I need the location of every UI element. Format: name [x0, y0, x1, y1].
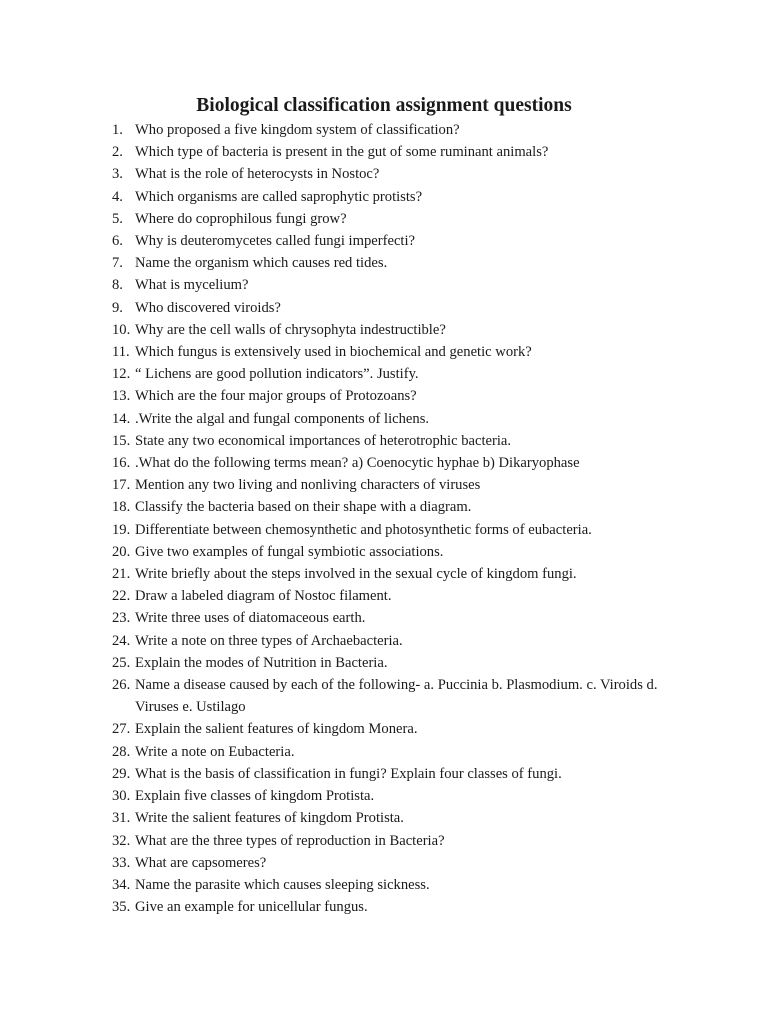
question-text: Give two examples of fungal symbiotic associations. — [135, 543, 444, 560]
question-text: What is the role of heterocysts in Nostoc? — [135, 166, 380, 183]
question-item — [112, 741, 672, 763]
question-text: Which organisms are called saprophytic protists? — [135, 188, 423, 205]
question-number: 9. — [112, 299, 123, 316]
question-item — [112, 541, 672, 563]
question-number: 10. — [112, 321, 131, 338]
question-item — [112, 519, 672, 541]
question-item — [112, 896, 672, 918]
question-text: Name the parasite which causes sleeping sickness. — [135, 876, 430, 893]
question-number: 6. — [112, 233, 123, 250]
document-title: Biological classification assignment questions — [196, 95, 572, 116]
question-text: What is the basis of classification in fungi? Explain four classes of fungi. — [135, 765, 562, 782]
question-text: Which fungus is extensively used in biochemical and genetic work? — [135, 344, 532, 361]
question-item — [112, 763, 672, 785]
question-number: 2. — [112, 144, 123, 161]
question-number: 33. — [112, 854, 131, 871]
question-item — [112, 186, 672, 208]
question-number: 23. — [112, 610, 131, 627]
question-text: What are capsomeres? — [135, 854, 267, 871]
question-number: 35. — [112, 899, 131, 916]
question-number: 24. — [112, 632, 131, 649]
question-text: Who discovered viroids? — [135, 299, 281, 316]
question-text: .What do the following terms mean? a) Coenocytic hyphae b) Dikaryophase — [135, 455, 580, 472]
question-item — [112, 408, 672, 430]
question-text: “ Lichens are good pollution indicators”. Justify. — [135, 366, 419, 383]
question-item — [112, 830, 672, 852]
question-text: Draw a labeled diagram of Nostoc filament. — [135, 588, 392, 605]
question-number: 25. — [112, 654, 131, 671]
question-text: Why is deuteromycetes called fungi imperfecti? — [135, 233, 416, 250]
question-text: Write the salient features of kingdom Protista. — [135, 810, 404, 827]
question-item — [112, 230, 672, 252]
question-item — [112, 785, 672, 807]
question-item — [112, 585, 672, 607]
question-text: Who proposed a five kingdom system of classification? — [135, 122, 460, 138]
question-text: Which type of bacteria is present in the gut of some ruminant animals? — [135, 144, 549, 161]
question-text: Differentiate between chemosynthetic and photosynthetic forms of eubacteria. — [135, 521, 592, 538]
question-text: Write a note on Eubacteria. — [135, 743, 295, 760]
question-text: Write briefly about the steps involved in the sexual cycle of kingdom fungi. — [135, 566, 577, 583]
question-number: 3. — [112, 166, 123, 183]
question-number: 30. — [112, 788, 131, 805]
question-number: 20. — [112, 543, 131, 560]
question-item — [112, 319, 672, 341]
question-number: 16. — [112, 455, 131, 472]
question-number: 34. — [112, 876, 131, 893]
question-text: Name a disease caused by each of the following- a. Puccinia b. Plasmodium. c. Viroids d. Viruses e. Ustilago — [135, 677, 658, 716]
question-item — [112, 607, 672, 629]
question-item — [112, 274, 672, 296]
question-item — [112, 474, 672, 496]
question-text: Where do coprophilous fungi grow? — [135, 210, 347, 227]
question-number: 28. — [112, 743, 131, 760]
question-item — [112, 874, 672, 896]
question-text: Explain the salient features of kingdom Monera. — [135, 721, 418, 738]
question-text: What are the three types of reproduction in Bacteria? — [135, 832, 445, 849]
question-text: State any two economical importances of heterotrophic bacteria. — [135, 432, 512, 449]
question-text: .Write the algal and fungal components of lichens. — [135, 410, 430, 427]
question-item — [112, 630, 672, 652]
question-item — [112, 163, 672, 185]
question-number: 29. — [112, 765, 131, 782]
question-number: 4. — [112, 188, 123, 205]
question-number: 26. — [112, 677, 131, 694]
question-item — [112, 430, 672, 452]
question-text: Explain the modes of Nutrition in Bacteria. — [135, 654, 388, 671]
question-number: 21. — [112, 566, 131, 583]
question-number: 13. — [112, 388, 131, 405]
question-text: Why are the cell walls of chrysophyta indestructible? — [135, 321, 446, 338]
question-item — [112, 363, 672, 385]
question-number: 1. — [112, 122, 123, 138]
question-number: 19. — [112, 521, 131, 538]
question-number: 18. — [112, 499, 131, 516]
question-number: 31. — [112, 810, 131, 827]
question-text: Write three uses of diatomaceous earth. — [135, 610, 366, 627]
question-text: Classify the bacteria based on their shape with a diagram. — [135, 499, 472, 516]
question-item — [112, 341, 672, 363]
question-number: 22. — [112, 588, 131, 605]
question-text: What is mycelium? — [135, 277, 249, 294]
question-text: Give an example for unicellular fungus. — [135, 899, 368, 916]
question-item — [112, 141, 672, 163]
question-text: Explain five classes of kingdom Protista. — [135, 788, 375, 805]
question-item — [112, 718, 672, 740]
question-number: 8. — [112, 277, 123, 294]
question-item — [112, 252, 672, 274]
question-item — [112, 208, 672, 230]
question-item — [112, 297, 672, 319]
question-item — [112, 496, 672, 518]
question-number: 5. — [112, 210, 123, 227]
question-list — [112, 119, 672, 918]
question-item — [112, 652, 672, 674]
question-item — [112, 852, 672, 874]
question-item — [112, 452, 672, 474]
question-item — [112, 119, 672, 141]
question-item — [112, 807, 672, 829]
question-item — [112, 385, 672, 407]
question-number: 27. — [112, 721, 131, 738]
question-number: 12. — [112, 366, 131, 383]
question-number: 17. — [112, 477, 131, 494]
question-text: Which are the four major groups of Protozoans? — [135, 388, 417, 405]
question-number: 7. — [112, 255, 123, 272]
question-number: 32. — [112, 832, 131, 849]
question-number: 15. — [112, 432, 131, 449]
question-item — [112, 674, 672, 718]
question-number: 14. — [112, 410, 131, 427]
question-text: Write a note on three types of Archaebacteria. — [135, 632, 403, 649]
question-text: Mention any two living and nonliving characters of viruses — [135, 477, 481, 494]
question-item — [112, 563, 672, 585]
question-number: 11. — [112, 344, 130, 361]
question-text: Name the organism which causes red tides. — [135, 255, 388, 272]
